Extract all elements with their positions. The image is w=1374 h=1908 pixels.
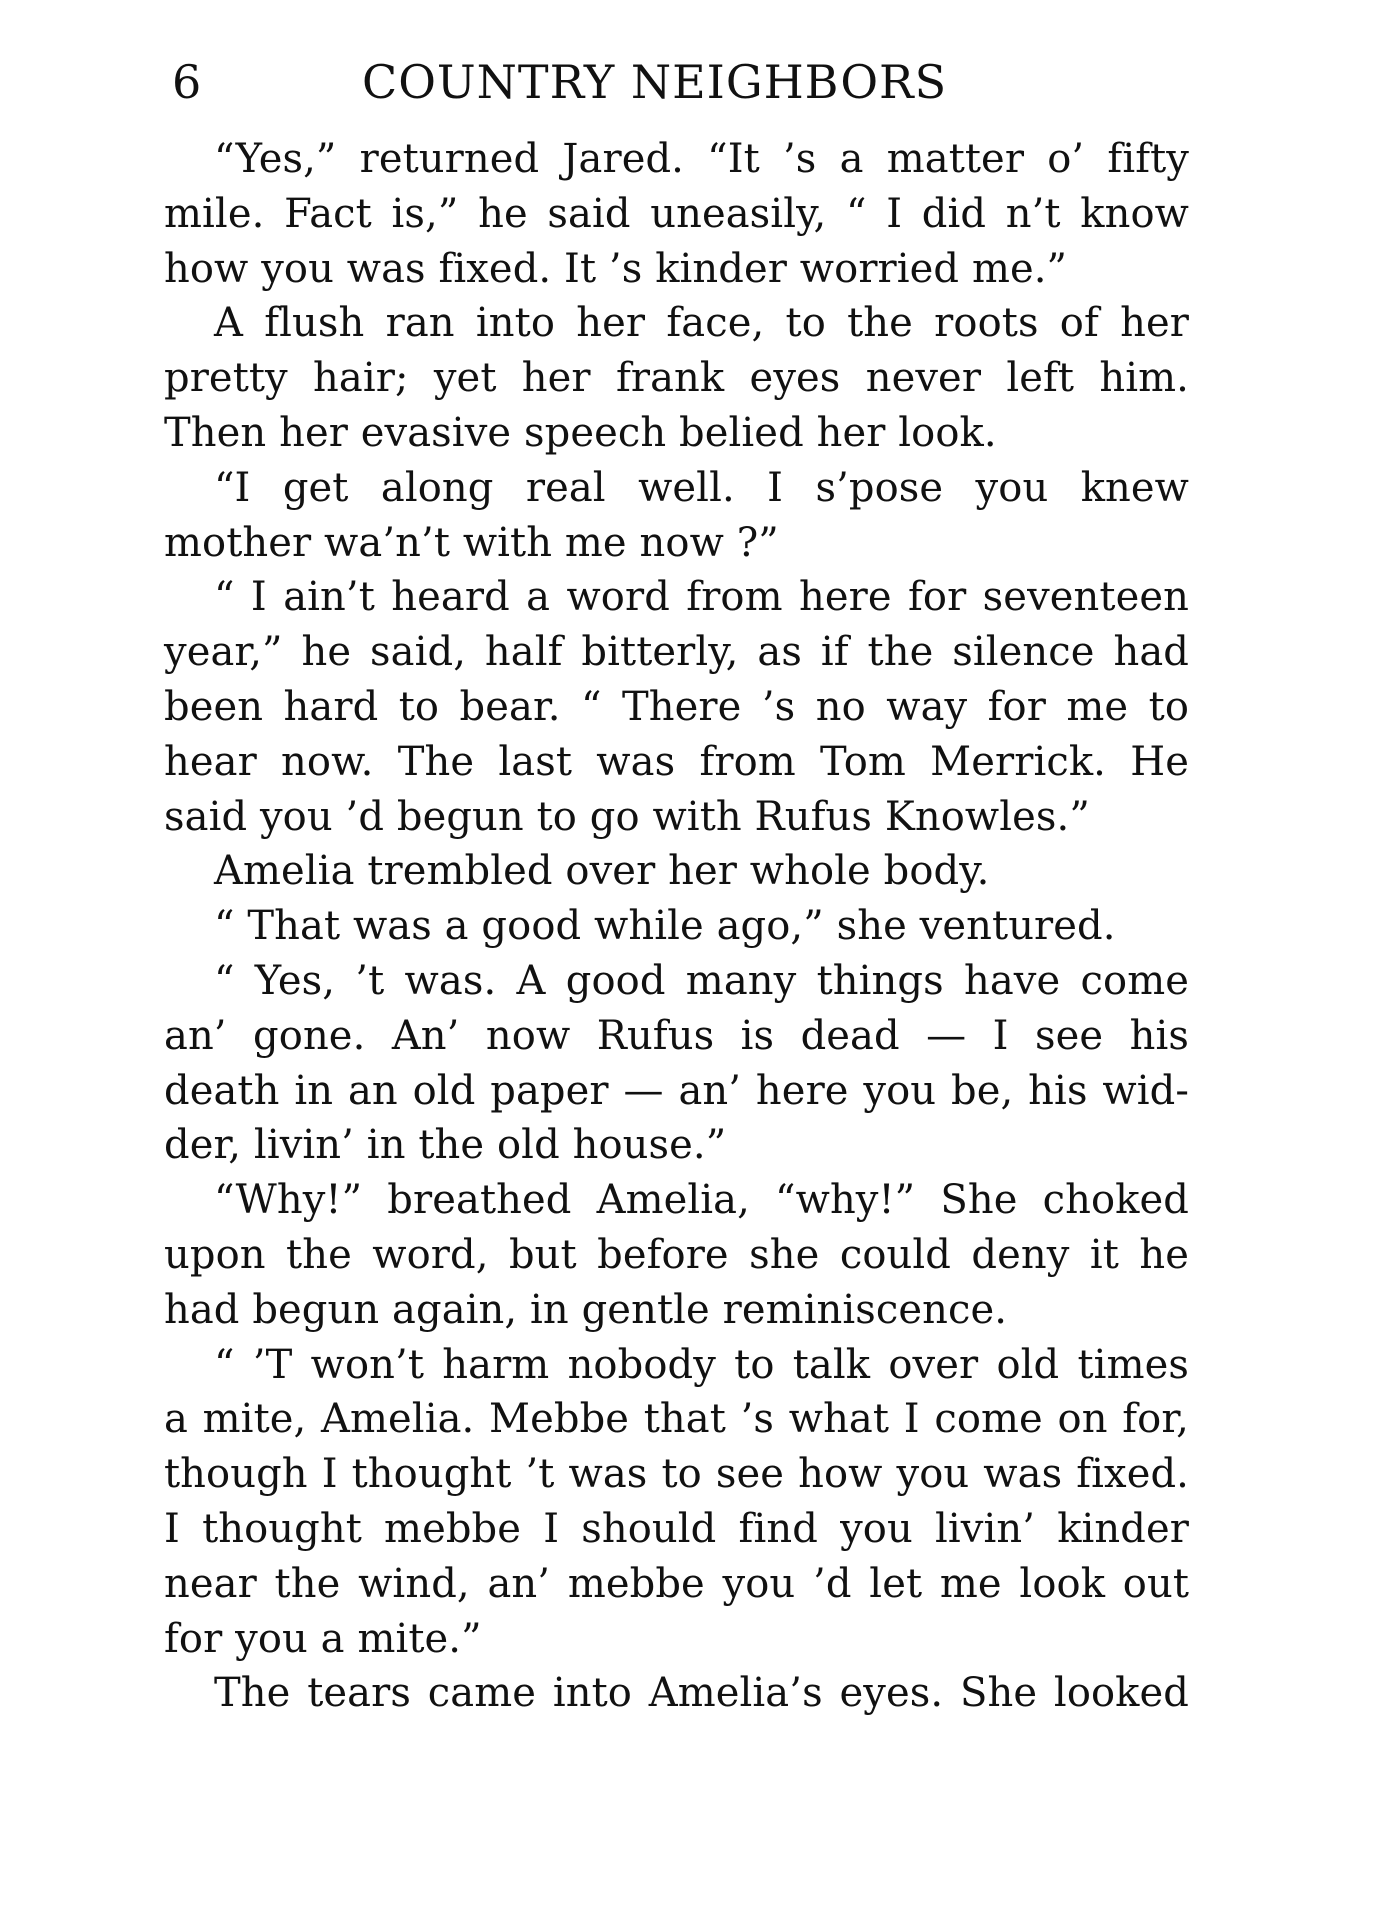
text-line: near the wind, an’ mebbe you ’d let me look out (164, 1560, 1189, 1607)
text-line: been hard to bear. “ There ’s no way for me to (164, 683, 1189, 730)
text-line: mile. Fact is,” he said uneasily, “ I did n’t know (164, 190, 1189, 237)
running-head (172, 52, 1002, 112)
page-number: 6 (172, 55, 202, 109)
text-line: death in an old paper — an’ here you be, his wid- (164, 1067, 1189, 1114)
text-line: an’ gone. An’ now Rufus is dead — I see his (164, 1012, 1189, 1059)
text-line: year,” he said, half bitterly, as if the silence had (164, 629, 1189, 676)
text-line: I thought mebbe I should find you livin’ kinder (164, 1505, 1189, 1552)
text-line: a mite, Amelia. Mebbe that ’s what I come on for, (164, 1396, 1189, 1443)
text-line: for you a mite.” (164, 1615, 482, 1662)
text-line: pretty hair; yet her frank eyes never left him. (164, 355, 1189, 402)
text-line: der, livin’ in the old house.” (164, 1122, 727, 1169)
text-line: “Yes,” returned Jared. “It ’s a matter o’ fifty (214, 136, 1189, 182)
text-line: The tears came into Amelia’s eyes. She looked (214, 1670, 1189, 1717)
text-line: said you ’d begun to go with Rufus Knowles.” (164, 793, 1090, 840)
text-line: Amelia trembled over her whole body. (214, 848, 990, 895)
text-line: mother wa’n’t with me now ?” (164, 519, 779, 566)
text-line: “ I ain’t heard a word from here for seventeen (214, 574, 1189, 621)
text-line: A flush ran into her face, to the roots of her (214, 300, 1189, 347)
text-line: how you was fixed. It ’s kinder worried me.” (164, 245, 1068, 292)
body-text (164, 132, 1189, 1721)
text-line: hear now. The last was from Tom Merrick. He (164, 738, 1189, 785)
text-line: “I get along real well. I s’pose you knew (214, 464, 1189, 511)
text-line: “ ’T won’t harm nobody to talk over old times (214, 1341, 1189, 1388)
text-line: “ Yes, ’t was. A good many things have come (214, 957, 1189, 1004)
text-line: had begun again, in gentle reminiscence. (164, 1286, 1008, 1333)
running-title: COUNTRY NEIGHBORS (362, 55, 948, 109)
text-line: Then her evasive speech belied her look. (164, 409, 997, 456)
text-line: “ That was a good while ago,” she ventured. (214, 903, 1116, 950)
text-line: upon the word, but before she could deny it he (164, 1231, 1189, 1278)
text-line: “Why!” breathed Amelia, “why!” She choked (214, 1177, 1189, 1224)
text-line: though I thought ’t was to see how you was fixed. (164, 1451, 1189, 1498)
